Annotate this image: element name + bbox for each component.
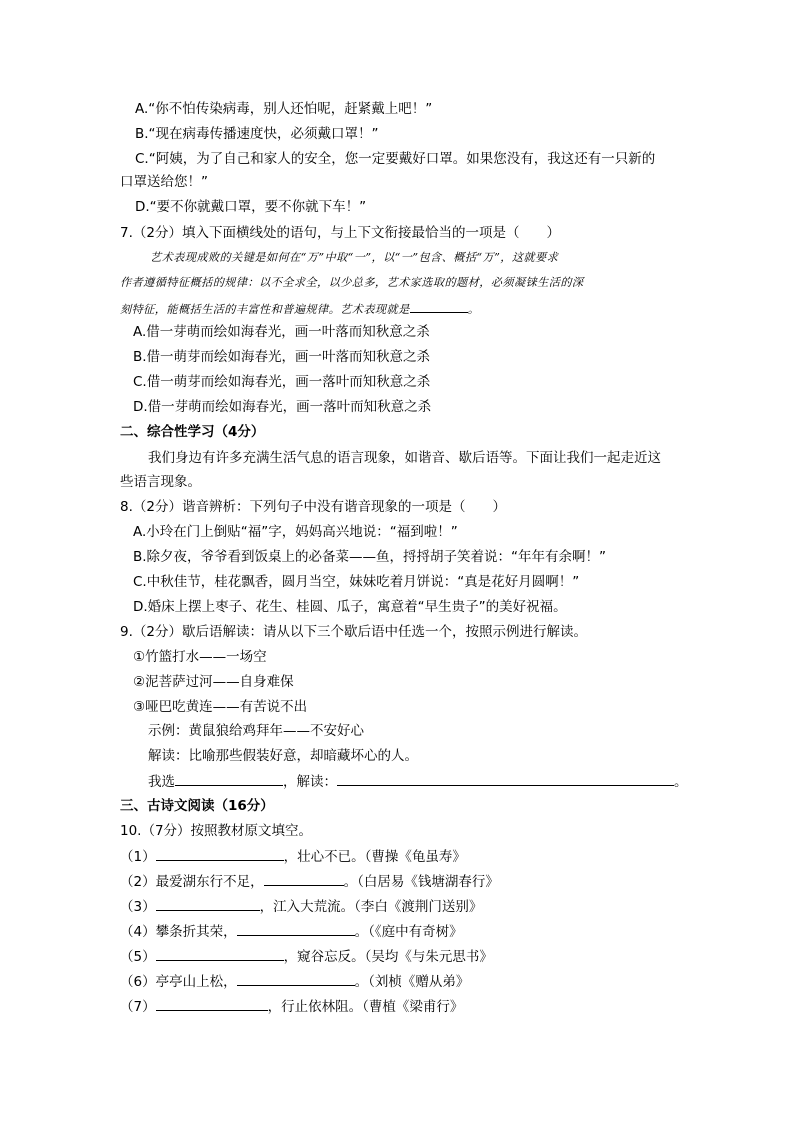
q10-item-text: 。（《庭中有奇树》 (354, 924, 463, 940)
q9-answer-row (148, 771, 688, 792)
q7-answer-blank[interactable] (410, 298, 468, 313)
q10-item-text: 。（刘桢《赠从弟》 (354, 974, 470, 990)
section3-title: 三、古诗文阅读（16分） (120, 798, 274, 814)
q7-passage-text: 刻特征，能概括生活的丰富性和普遍规律。艺术表现就是 (120, 303, 410, 316)
q10-item-number: （6） (120, 974, 156, 990)
q10-item-text: 最爱湖东行不足， (155, 874, 264, 890)
q9-end-mark: 。 (674, 774, 688, 790)
q10-item-1 (120, 846, 466, 867)
q10-blank-6[interactable] (237, 971, 355, 986)
q10-item-text: 攀条折其荣， (155, 924, 237, 940)
q10-item-number: （5） (120, 949, 156, 965)
q8-option-d: D.婚床上摆上枣子、花生、桂圆、瓜子，寓意着“早生贵子”的美好祝福。 (133, 599, 567, 615)
q9-item-2: ②泥菩萨过河——自身难保 (133, 674, 294, 690)
q10-item-number: （7） (120, 999, 156, 1015)
q10-item-5 (120, 946, 493, 967)
q9-item-3: ③哑巴吃黄连——有苦说不出 (133, 699, 308, 715)
q7-option-c: C.借一萌芽而绘如海春光，画一落叶而知秋意之杀 (133, 374, 431, 390)
q7-option-a: A.借一芽萌而绘如海春光，画一叶落而知秋意之杀 (133, 324, 430, 340)
q7-passage-line3 (120, 298, 479, 320)
q10-item-text: ，壮心不已。（曹操《龟虽寿》 (283, 849, 466, 865)
q7-passage-end: 。 (467, 303, 480, 316)
q7-option-b: B.借一萌芽而绘如海春光，画一叶落而知秋意之杀 (133, 349, 431, 365)
q10-blank-3[interactable] (156, 896, 260, 911)
q6-option-c-cont: 口罩送给您！” (120, 174, 208, 190)
section2-intro-line1: 我们身边有许多充满生活气息的语言现象，如谐音、歇后语等。下面让我们一起走近这 (148, 450, 661, 466)
q10-blank-4[interactable] (237, 921, 355, 936)
q10-item-text: ，江入大荒流。（李白《渡荆门送别》 (259, 899, 483, 915)
q10-item-3 (120, 896, 482, 917)
q10-item-text: 亭亭山上松， (155, 974, 237, 990)
q8-stem: 8.（2分）谐音辨析：下列句子中没有谐音现象的一项是（ ） (120, 499, 506, 515)
q10-blank-1[interactable] (156, 846, 284, 861)
q10-item-7 (120, 996, 463, 1017)
q10-item-number: （3） (120, 899, 156, 915)
q9-interpret-label: ，解读： (283, 774, 337, 790)
q6-option-b: B.“现在病毒传播速度快，必须戴口罩！” (135, 126, 379, 142)
q8-option-c: C.中秋佳节，桂花飘香，圆月当空，妹妹吃着月饼说：“真是花好月圆啊！” (133, 574, 580, 590)
q9-item-1: ①竹篮打水——一场空 (133, 649, 267, 665)
q7-option-d: D.借一芽萌而绘如海春光，画一落叶而知秋意之杀 (133, 399, 432, 415)
q8-option-a: A.小玲在门上倒贴“福”字，妈妈高兴地说：“福到啦！” (133, 524, 458, 540)
q8-option-b: B.除夕夜，爷爷看到饭桌上的必备菜——鱼，捋捋胡子笑着说：“年年有余啊！” (133, 549, 607, 565)
q10-item-text: ，窥谷忘反。（吴均《与朱元思书》 (283, 949, 493, 965)
q9-choose-label: 我选 (148, 774, 175, 790)
q9-interpret-blank[interactable] (337, 771, 674, 786)
q7-stem: 7.（2分）填入下面横线处的语句，与上下文衔接最恰当的一项是（ ） (120, 225, 560, 241)
q10-item-number: （2） (120, 874, 156, 890)
q10-item-text: ，行止依林阻。（曹植《梁甫行》 (267, 999, 464, 1015)
q10-blank-7[interactable] (156, 996, 268, 1011)
section2-intro-line2: 些语言现象。 (120, 474, 201, 490)
q10-blank-2[interactable] (264, 871, 344, 886)
q10-item-2 (120, 871, 499, 892)
section2-title: 二、综合性学习（4分） (120, 424, 265, 440)
q10-item-4 (120, 921, 463, 942)
q9-explain: 解读：比喻那些假装好意，却暗藏坏心的人。 (148, 748, 418, 764)
q7-passage-line1: 艺术表现成败的关键是如何在“万”中取“一”，以“一”包含、概括“万”，这就要求 (150, 251, 559, 264)
q9-example: 示例：黄鼠狼给鸡拜年——不安好心 (148, 723, 364, 739)
q9-stem: 9.（2分）歇后语解读：请从以下三个歇后语中任选一个，按照示例进行解读。 (120, 624, 587, 640)
q10-blank-5[interactable] (156, 946, 284, 961)
q7-passage-line2: 作者遵循特征概括的规律：以不全求全，以少总多，艺术家选取的题材，必须凝铼生活的深 (120, 276, 584, 289)
q10-item-6 (120, 971, 469, 992)
q9-choice-blank[interactable] (175, 771, 283, 786)
q10-item-number: （4） (120, 924, 156, 940)
q10-item-text: 。（白居易《钱塘湖春行》 (343, 874, 499, 890)
q6-option-a: A.“你不怕传染病毒，别人还怕呢，赶紧戴上吧！” (135, 101, 433, 117)
q10-stem: 10.（7分）按照教材原文填空。 (120, 823, 313, 839)
q10-item-number: （1） (120, 849, 156, 865)
q6-option-c: C.“阿姨，为了自己和家人的安全，您一定要戴好口罩。如果您没有，我这还有一只新的 (135, 151, 656, 167)
q6-option-d: D.“要不你就戴口罩，要不你就下车！” (135, 199, 367, 215)
